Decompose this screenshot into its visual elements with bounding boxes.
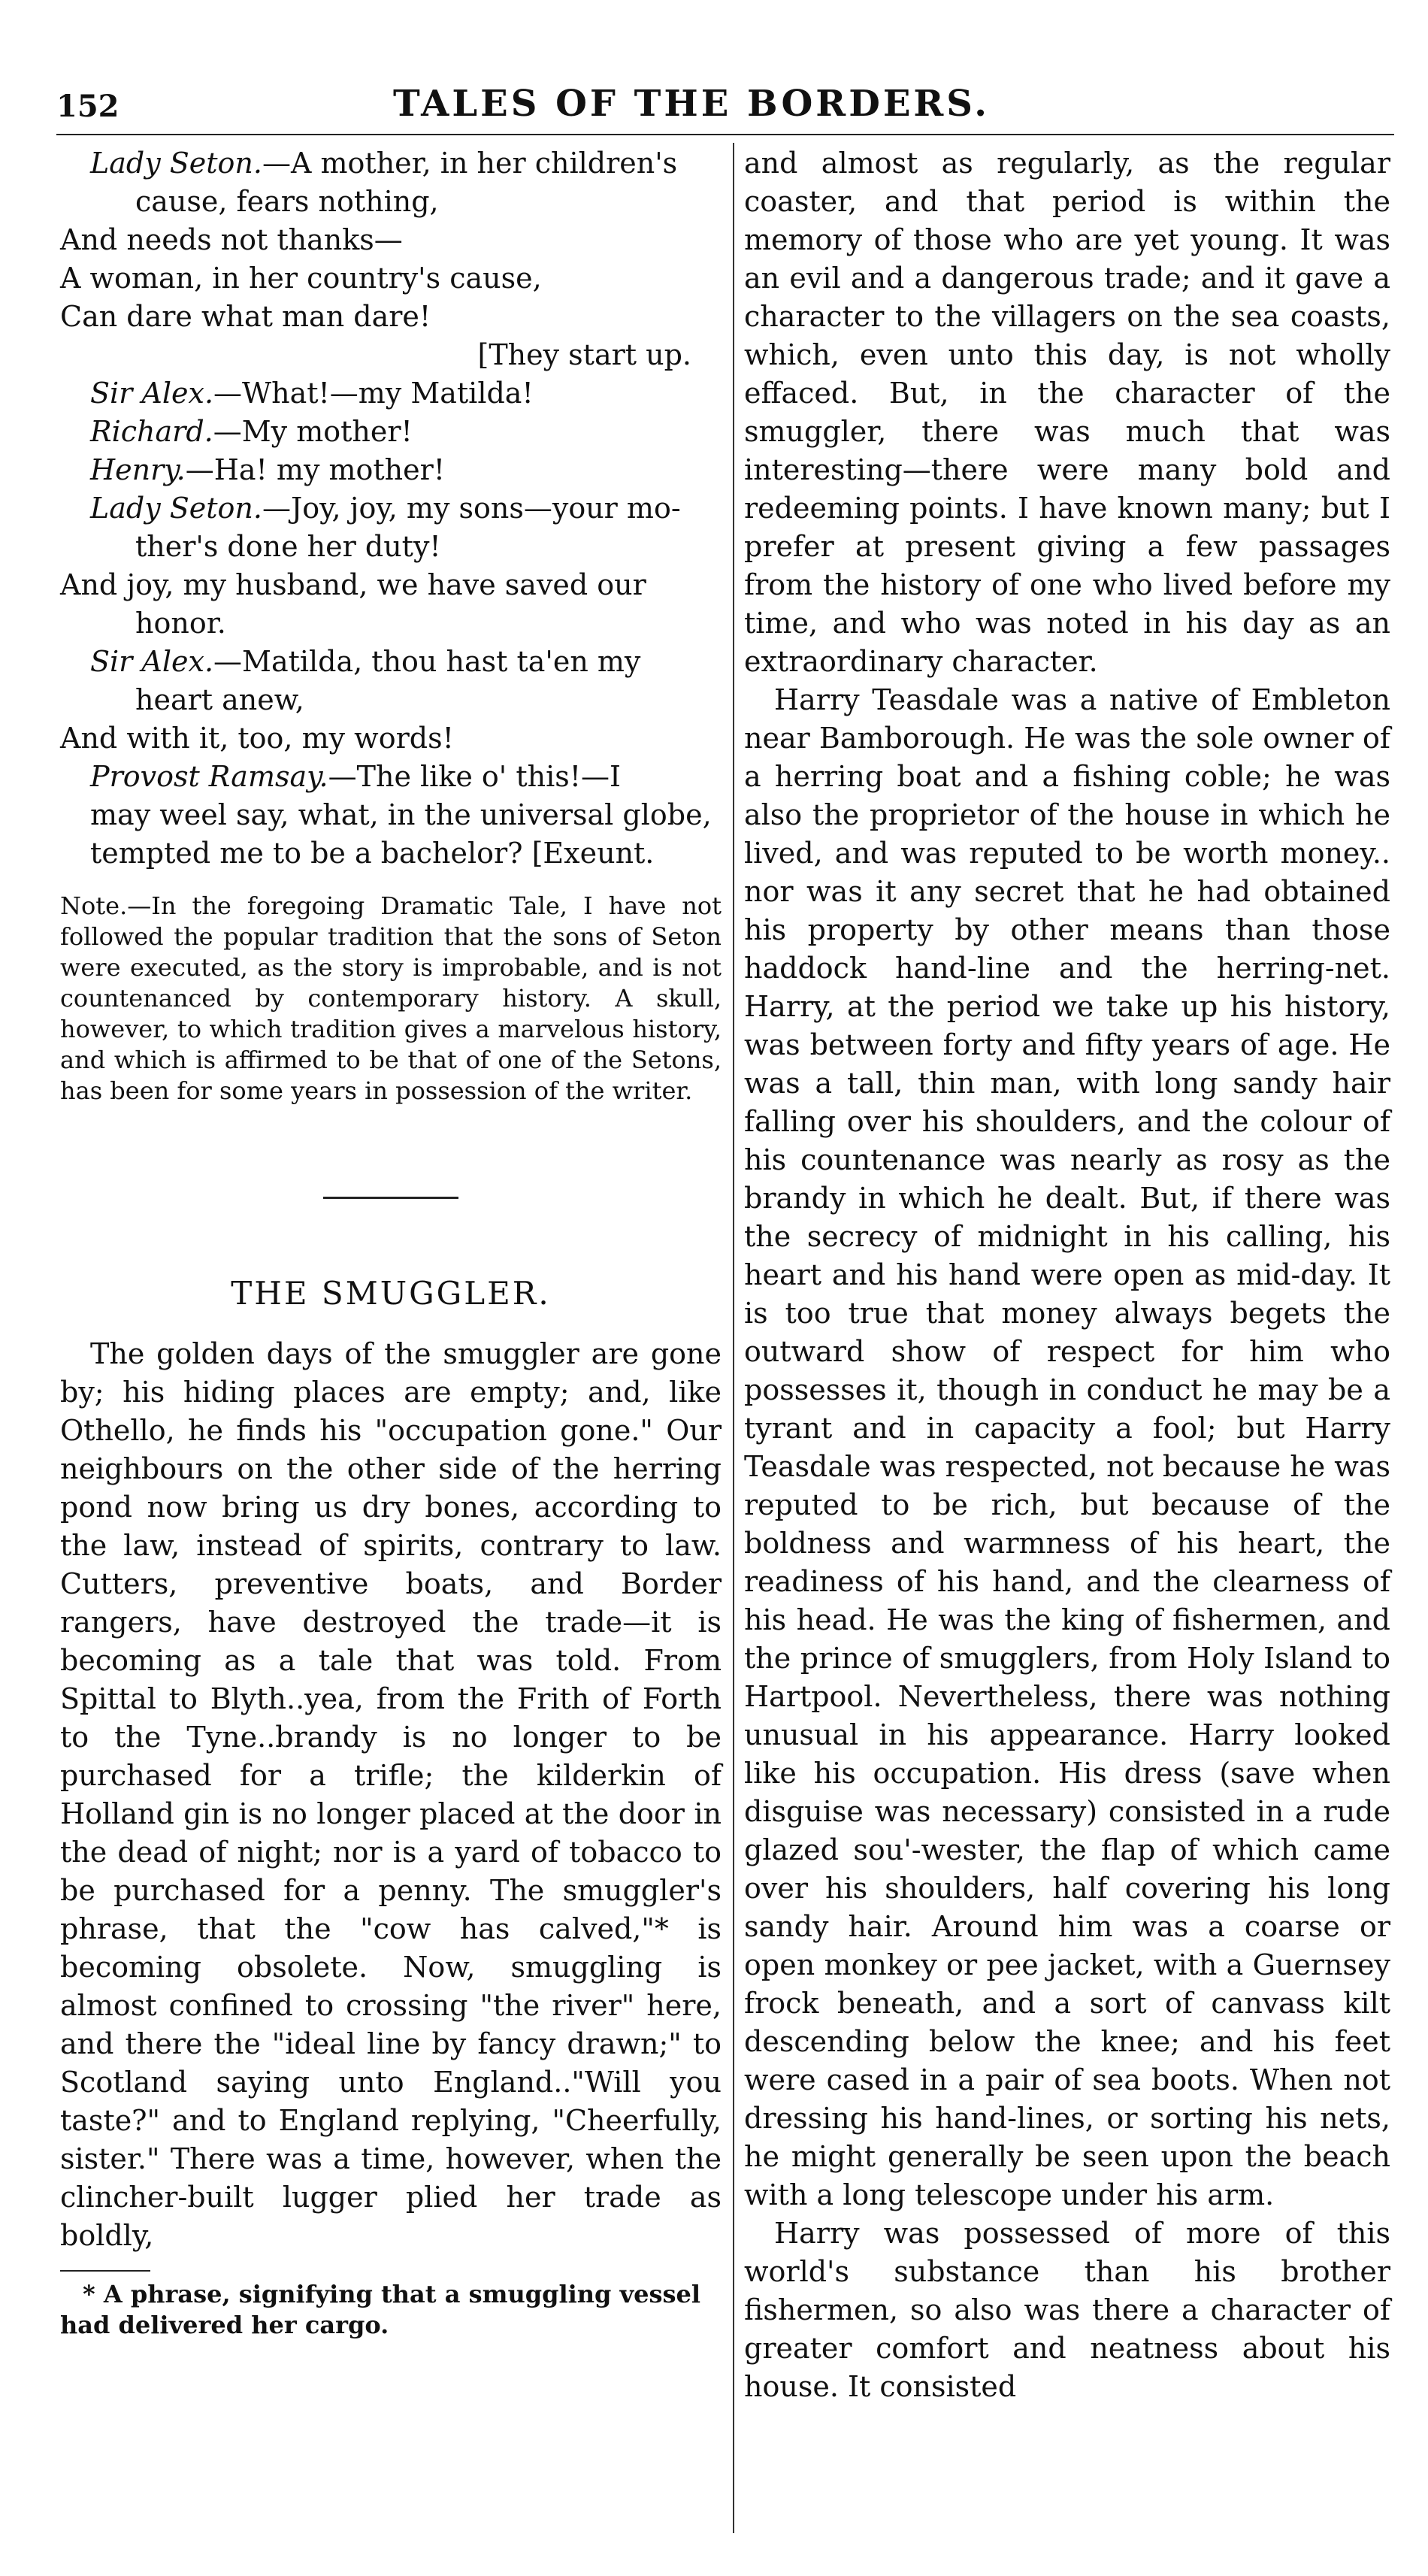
footnote: * A phrase, signifying that a smuggling vessel had delivered her cargo. bbox=[60, 2280, 701, 2339]
speaker-name: Henry. bbox=[90, 453, 186, 486]
harry-possessions-paragraph: Harry was possessed of more of this world's substance than his brother fishermen, so also was there a character of greater comfort and neatness about his house. It consisted bbox=[744, 2217, 1390, 2403]
verse-line bbox=[60, 643, 722, 681]
verse-text: cause, fears nothing, bbox=[135, 185, 439, 218]
verse-text: And with it, too, my words! bbox=[60, 722, 454, 755]
footnote-rule bbox=[60, 2270, 150, 2272]
header-rule bbox=[56, 134, 1394, 135]
verse-line bbox=[60, 834, 722, 873]
verse-line bbox=[60, 681, 722, 719]
speaker-name: Lady Seton. bbox=[90, 492, 262, 525]
verse-line bbox=[60, 259, 722, 298]
verse-text: [They start up. bbox=[477, 338, 691, 371]
verse-text: tempted me to be a bachelor? [Exeunt. bbox=[90, 837, 655, 870]
verse-line bbox=[60, 566, 722, 604]
author-note: Note.—In the foregoing Dramatic Tale, I have not followed the popular tradition that the sons of Seton were executed, as the story is improbable, and is not countenanced by contemporary history. A skull, however, to which tradition gives a marvelous history, and which is affirmed to be that of one of the Setons, has been for some years in possession of the writer. bbox=[60, 891, 722, 1105]
section-divider bbox=[323, 1197, 458, 1199]
verse-line bbox=[60, 528, 722, 566]
speaker-name: Provost Ramsay. bbox=[90, 760, 328, 793]
speaker-name: Sir Alex. bbox=[90, 377, 214, 410]
verse-text: And needs not thanks— bbox=[60, 223, 403, 256]
smuggler-paragraph-1: The golden days of the smuggler are gone by; his hiding places are empty; and, like Othello, he finds his "occupation gone." Our neighbours on the other side of the herring pond now bring us dry bones, according to the law, instead of spirits, contrary to law. Cutters, preventive boats, and Border rangers, have destroyed the trade—it is becoming as a tale that was told. From Spittal to Blyth..yea, from the Frith of Forth to the Tyne..brandy is no longer to be purchased for a trifle; the kilderkin of Holland gin is no longer placed at the door in the dead of night; nor is a yard of tobacco to be purchased for a penny. The smuggler's phrase, that the "cow has calved,"* is becoming obsolete. Now, smuggling is almost confined to crossing "the river" here, and there the "ideal line by fancy drawn;" to Scotland saying unto England.."Will you taste?" and to England replying, "Cheerfully, sister." There was a time, however, when the clincher-built lugger plied her trade as boldly, bbox=[60, 1337, 722, 2252]
verse-line bbox=[60, 336, 722, 374]
verse-text: —Matilda, thou hast ta'en my bbox=[213, 645, 641, 678]
verse-text: And joy, my husband, we have saved our bbox=[60, 568, 646, 601]
verse-line bbox=[60, 796, 722, 834]
left-column bbox=[60, 144, 722, 2341]
speaker-name: Sir Alex. bbox=[90, 645, 214, 678]
verse-line bbox=[60, 451, 722, 489]
verse-text: honor. bbox=[135, 607, 226, 640]
verse-text: —A mother, in her children's bbox=[262, 147, 678, 180]
verse-line bbox=[60, 758, 722, 796]
verse-line bbox=[60, 604, 722, 643]
verse-text: —The like o' this!—I bbox=[328, 760, 622, 793]
verse-text: A woman, in her country's cause, bbox=[60, 262, 542, 295]
verse-text: —Ha! my mother! bbox=[185, 453, 446, 486]
verse-line bbox=[60, 489, 722, 528]
dramatic-verse bbox=[60, 144, 722, 873]
verse-line bbox=[60, 298, 722, 336]
verse-text: —Joy, joy, my sons—your mo- bbox=[262, 492, 681, 525]
verse-text: —What!—my Matilda! bbox=[213, 377, 534, 410]
verse-text: —My mother! bbox=[213, 415, 413, 448]
verse-line bbox=[60, 144, 722, 183]
verse-text: ther's done her duty! bbox=[135, 530, 441, 563]
verse-text: Can dare what man dare! bbox=[60, 300, 431, 333]
speaker-name: Lady Seton. bbox=[90, 147, 262, 180]
section-title: THE SMUGGLER. bbox=[231, 1275, 551, 1312]
verse-line bbox=[60, 183, 722, 221]
harry-teasdale-paragraph: Harry Teasdale was a native of Embleton near Bamborough. He was the sole owner of a herring boat and a fishing coble; he was also the proprietor of the house in which he lived, and was reputed to be worth money.. nor was it any secret that he had obtained his property by other means than those haddock hand-line and the herring-net. Harry, at the period we take up his history, was between forty and fifty years of age. He was a tall, thin man, with long sandy hair falling over his shoulders, and the colour of his countenance was nearly as rosy as the brandy in which he dealt. But, if there was the secrecy of midnight in his calling, his heart and his hand were open as mid-day. It is too true that money always begets the outward show of respect for him who possesses it, though in conduct he may be a tyrant and in capacity a fool; but Harry Teasdale was respected, not because he was reputed to be rich, but because of the boldness and warmness of his heart, the readiness of his hand, and the clearness of his head. He was the king of fishermen, and the prince of smugglers, from Holy Island to Hartpool. Nevertheless, there was nothing unusual in his appearance. Harry looked like his occupation. His dress (save when disguise was necessary) consisted in a rude glazed sou'-wester, the flap of which came over his shoulders, half covering his long sandy hair. Around him was a coarse or open monkey or pee jacket, with a Guernsey frock beneath, and a sort of canvass kilt descending below the knee; and his feet were cased in a pair of sea boots. When not dressing his hand-lines, or sorting his nets, he might generally be seen upon the beach with a long telescope under his arm. bbox=[744, 683, 1390, 2211]
verse-line bbox=[60, 413, 722, 451]
verse-text: may weel say, what, in the universal globe, bbox=[90, 798, 712, 831]
verse-line bbox=[60, 374, 722, 413]
speaker-name: Richard. bbox=[90, 415, 213, 448]
running-head: TALES OF THE BORDERS. bbox=[393, 83, 990, 125]
smuggler-paragraph-continued: and almost as regularly, as the regular coaster, and that period is within the memory of those who are yet young. It was an evil and a dangerous trade; and it gave a character to the villagers on the sea coasts, which, even unto this day, is not wholly effaced. But, in the character of the smuggler, there was much that was interesting—there were many bold and redeeming points. I have known many; but I prefer at present giving a few passages from the history of one who lived before my time, and who was noted in his day as an extraordinary character. bbox=[744, 147, 1390, 678]
right-column bbox=[744, 144, 1390, 2406]
page-number: 152 bbox=[56, 89, 120, 124]
verse-line bbox=[60, 221, 722, 259]
verse-line bbox=[60, 719, 722, 758]
column-rule bbox=[733, 143, 734, 2533]
verse-text: heart anew, bbox=[135, 683, 304, 716]
